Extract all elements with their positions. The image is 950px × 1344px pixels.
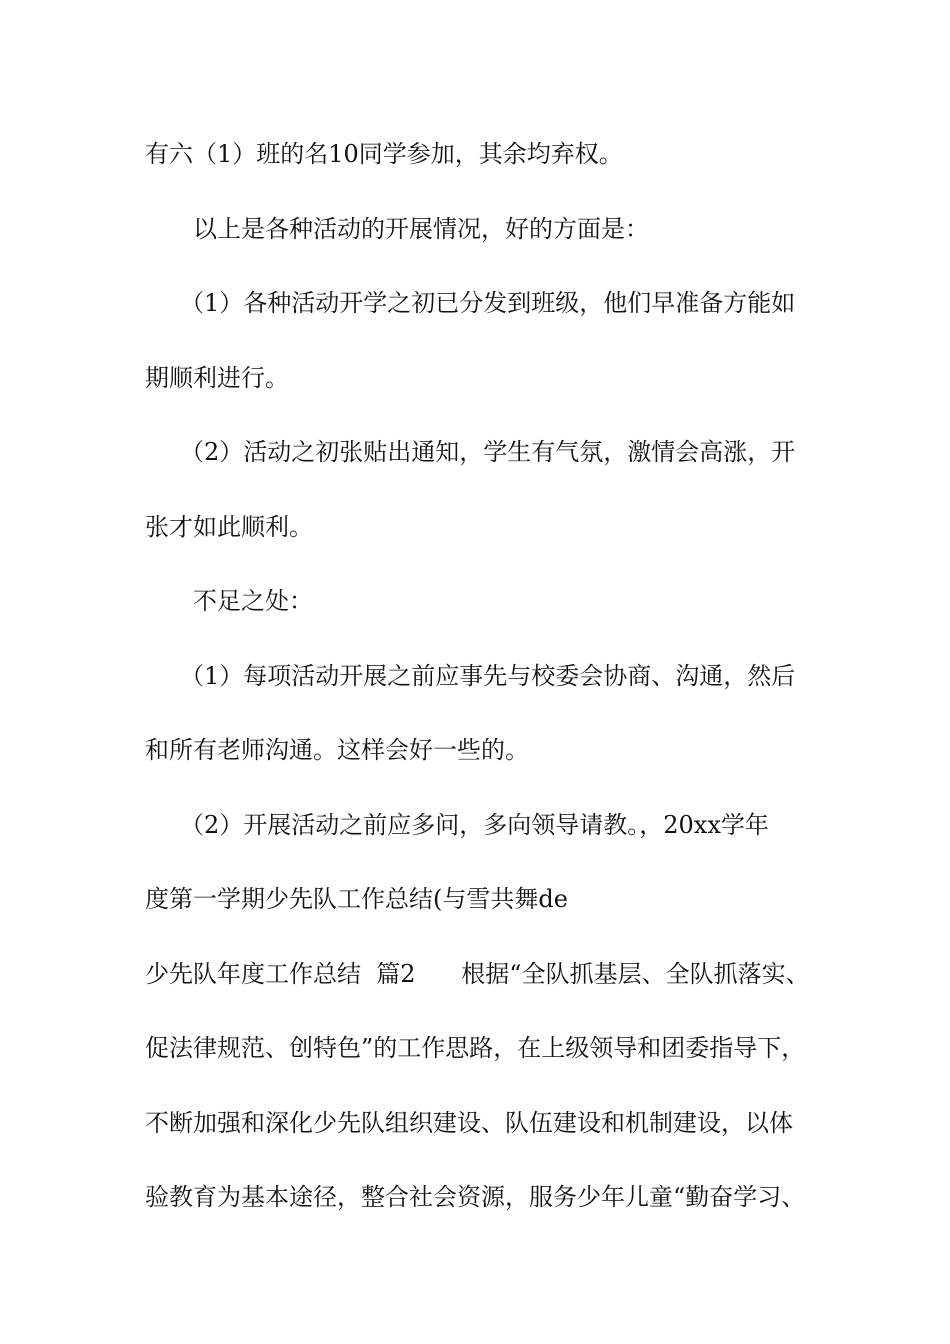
paragraph-line: 验教育为基本途径，整合社会资源，服务少年儿童“勤奋学习、 — [145, 1183, 806, 1211]
paragraph-line: 少先队年度工作总结 篇2 根据“全队抓基层、全队抓落实、 — [145, 960, 810, 988]
paragraph-line: （2）活动之初张贴出通知，学生有气氛，激情会高涨，开 — [180, 438, 796, 466]
paragraph-line: （1）各种活动开学之初已分发到班级，他们早准备方能如 — [180, 289, 796, 317]
paragraph-line: 以上是各种活动的开展情况，好的方面是： — [193, 215, 649, 243]
paragraph-line: 和所有老师沟通。这样会好一些的。 — [145, 736, 529, 764]
paragraph-line: 不断加强和深化少先队组织建设、队伍建设和机制建设，以体 — [145, 1109, 793, 1137]
paragraph-line: （2）开展活动之前应多问，多向领导请教。，20xx学年 — [180, 811, 769, 839]
paragraph-line: 有六（1）班的名10同学参加，其余均弃权。 — [145, 140, 623, 168]
paragraph-line: 促法律规范、创特色”的工作思路，在上级领导和团委指导下， — [145, 1034, 806, 1062]
paragraph-line: 不足之处： — [193, 587, 313, 615]
paragraph-line: 度第一学期少先队工作总结(与雪共舞de — [145, 885, 568, 913]
paragraph-line: 张才如此顺利。 — [145, 513, 313, 541]
paragraph-line: 期顺利进行。 — [145, 364, 289, 392]
paragraph-line: （1）每项活动开展之前应事先与校委会协商、沟通，然后 — [180, 662, 796, 690]
